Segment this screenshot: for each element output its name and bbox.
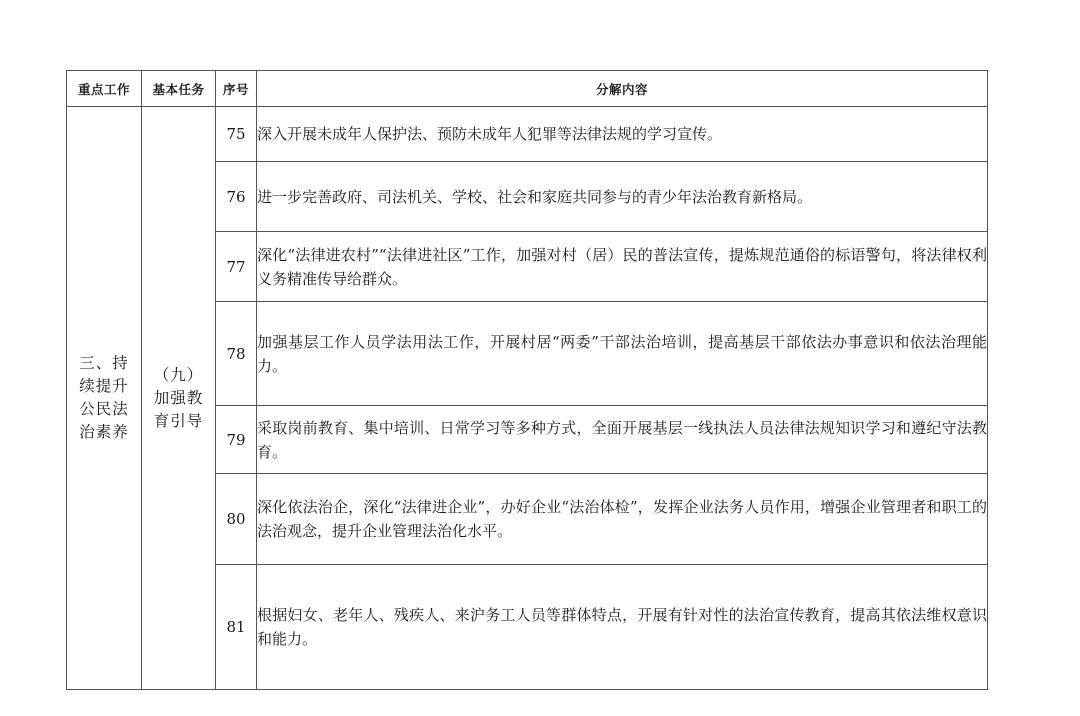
header-basic-task: 基本任务 xyxy=(142,71,216,107)
basic-task-text: （九）加强教育引导 xyxy=(153,365,204,430)
seq-cell: 77 xyxy=(216,232,257,302)
seq-cell: 79 xyxy=(216,406,257,474)
content-cell: 根据妇女、老年人、残疾人、来沪务工人员等群体特点，开展有针对性的法治宣传教育，提高其依法维权意识和能力。 xyxy=(257,565,988,690)
seq-cell: 81 xyxy=(216,565,257,690)
seq-cell: 78 xyxy=(216,302,257,406)
content-cell: 采取岗前教育、集中培训、日常学习等多种方式，全面开展基层一线执法人员法律法规知识学习和遵纪守法教育。 xyxy=(257,406,988,474)
header-key-work: 重点工作 xyxy=(67,71,142,107)
seq-cell: 80 xyxy=(216,474,257,565)
header-row xyxy=(67,71,988,107)
content-cell: 深入开展未成年人保护法、预防未成年人犯罪等法律法规的学习宣传。 xyxy=(257,107,988,162)
content-cell: 深化“法律进农村”“法律进社区”工作，加强对村（居）民的普法宣传，提炼规范通俗的标语警句，将法律权利义务精准传导给群众。 xyxy=(257,232,988,302)
content-cell: 深化依法治企，深化“法律进企业”，办好企业“法治体检”，发挥企业法务人员作用，增强企业管理者和职工的法治观念，提升企业管理法治化水平。 xyxy=(257,474,988,565)
header-content: 分解内容 xyxy=(257,71,988,107)
seq-cell: 76 xyxy=(216,162,257,232)
content-cell: 加强基层工作人员学法用法工作，开展村居“两委”干部法治培训，提高基层干部依法办事意识和依法治理能力。 xyxy=(257,302,988,406)
seq-cell: 75 xyxy=(216,107,257,162)
content-cell: 进一步完善政府、司法机关、学校、社会和家庭共同参与的青少年法治教育新格局。 xyxy=(257,162,988,232)
header-seq: 序号 xyxy=(216,71,257,107)
work-plan-table xyxy=(66,70,988,690)
key-work-text: 三、持续提升公民法治素养 xyxy=(79,354,129,441)
key-work-cell xyxy=(67,107,142,690)
basic-task-cell xyxy=(142,107,216,690)
table-row xyxy=(67,107,988,162)
